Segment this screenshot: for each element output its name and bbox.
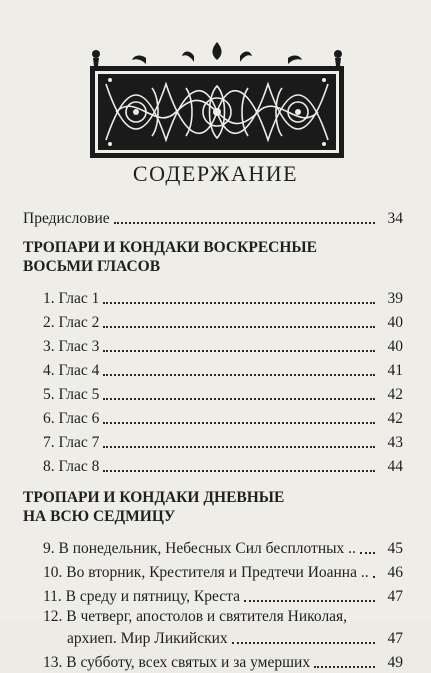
table-of-contents [23,205,403,673]
toc-entry-page: 34 [387,210,403,227]
toc-entry-title: 1. Глас 1 [43,290,100,307]
toc-entry-page: 40 [387,314,403,331]
toc-entry[interactable] [23,649,403,673]
dot-leader [103,445,375,448]
dot-leader [232,641,375,644]
toc-entry[interactable] [23,535,403,559]
dot-leader [103,397,375,400]
toc-entry-page: 42 [387,410,403,427]
toc-entry[interactable] [23,309,403,333]
section-heading-line: ТРОПАРИ И КОНДАКИ ВОСКРЕСНЫЕ [23,239,317,256]
dot-leader [103,325,375,328]
toc-entry[interactable] [23,333,403,357]
toc-entry-title: 9. В понедельник, Небесных Сил бесплотных .. [43,540,356,557]
dot-leader [103,301,375,304]
toc-entry-title: 7. Глас 7 [43,434,100,451]
toc-entry[interactable] [23,285,403,309]
section-heading-sunday [23,238,403,276]
section-heading-line: ВОСЬМИ ГЛАСОВ [23,258,161,275]
toc-entry-page: 40 [387,338,403,355]
toc-entry[interactable] [23,583,403,607]
dot-leader [360,551,375,554]
toc-entry-page: 43 [387,434,403,451]
dot-leader [103,349,375,352]
section-heading-line: ТРОПАРИ И КОНДАКИ ДНЕВНЫЕ [23,489,285,506]
toc-entry-page: 44 [387,458,403,475]
toc-entry-title: 5. Глас 5 [43,386,100,403]
ornamental-headpiece [86,40,348,162]
toc-entry[interactable] [23,453,403,477]
toc-entry[interactable] [23,381,403,405]
toc-entry[interactable] [23,405,403,429]
toc-entry-page: 46 [387,564,403,581]
toc-entry-title: 2. Глас 2 [43,314,100,331]
page-title: СОДЕРЖАНИЕ [132,161,299,186]
toc-entry-page: 47 [387,588,403,605]
toc-entry[interactable] [23,429,403,453]
section-heading-line: НА ВСЮ СЕДМИЦУ [23,508,176,525]
toc-entry-multiline[interactable] [23,607,403,649]
dot-leader [314,665,375,668]
toc-entry-page: 45 [387,540,403,557]
toc-entry-title: 10. Во вторник, Крестителя и Предтечи Иоанна .. [43,564,369,581]
dot-leader [103,373,375,376]
toc-entry-preface[interactable] [23,205,403,229]
toc-entry-page: 41 [387,362,403,379]
section-heading-weekday [23,488,403,526]
dot-leader [103,421,375,424]
toc-entry-title: архиеп. Мир Ликийских [67,630,228,647]
toc-entry-page: 42 [387,386,403,403]
toc-entry-page: 47 [387,630,403,647]
dot-leader [114,221,375,224]
toc-entry-title: 13. В субботу, всех святых и за умерших [43,654,311,671]
toc-entry-page: 49 [387,654,403,671]
toc-entry[interactable] [23,559,403,583]
dot-leader [103,469,375,472]
toc-entry-title: 11. В среду и пятницу, Креста [43,588,240,605]
toc-entry-title: Предисловие [23,210,110,227]
dot-leader [244,599,375,602]
toc-entry-page: 39 [387,290,403,307]
toc-entry-title: 3. Глас 3 [43,338,100,355]
toc-entry-title-line1: 12. В четверг, апостолов и святителя Николая, [43,608,348,625]
toc-entry-title: 4. Глас 4 [43,362,100,379]
toc-entry-title: 6. Глас 6 [43,410,100,427]
toc-entry-title: 8. Глас 8 [43,458,100,475]
toc-entry[interactable] [23,357,403,381]
